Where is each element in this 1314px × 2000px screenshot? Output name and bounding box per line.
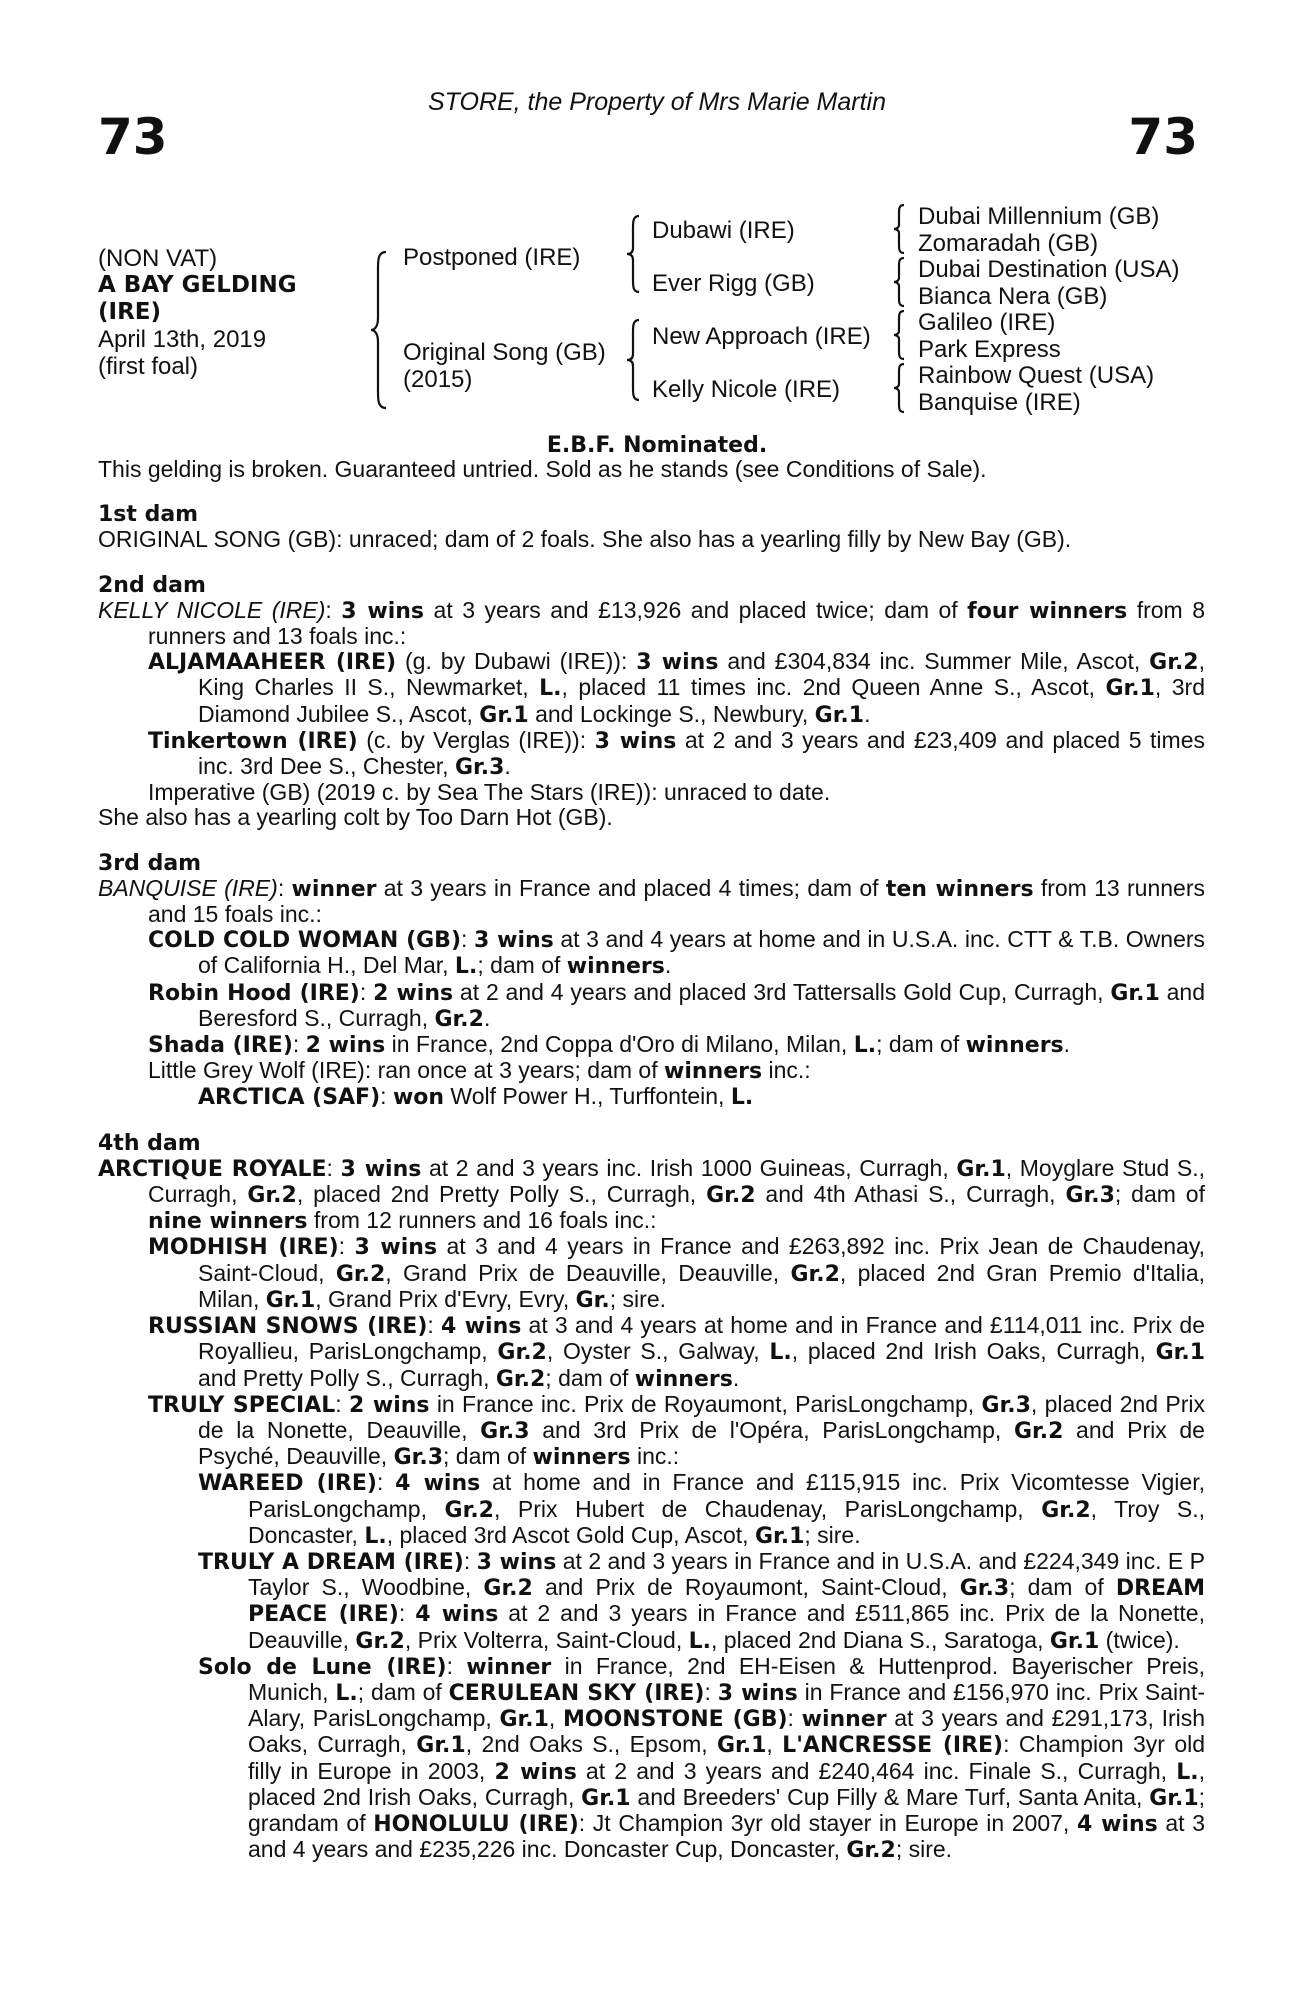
text-run: .	[664, 952, 672, 979]
ebf-nomination: E.B.F. Nominated.	[546, 433, 768, 458]
bold-run: ten winners	[885, 876, 1034, 902]
text-run: :	[359, 978, 374, 1005]
bold-run: Gr.1	[499, 1707, 549, 1733]
pedigree-great-grandparent: Rainbow Quest (USA)	[918, 362, 1155, 389]
bold-run: 4 wins	[440, 1314, 522, 1340]
text-run: ; sire.	[895, 1836, 953, 1863]
bold-run: 3 wins	[340, 1156, 422, 1182]
text-run: , Grand Prix de Deauville, Deauville,	[385, 1259, 791, 1286]
bold-run: Shada (IRE)	[148, 1033, 293, 1059]
text-run: inc.:	[630, 1443, 680, 1470]
bold-run: winners	[634, 1366, 733, 1392]
bold-run: L.	[364, 1523, 387, 1549]
pedigree-brace-sire	[626, 214, 642, 294]
bold-run: Gr.3	[1065, 1183, 1115, 1209]
bold-run: L'ANCRESSE (IRE)	[782, 1733, 1004, 1759]
text-run: and 3rd Prix de l'Opéra, ParisLongchamp,	[529, 1416, 1014, 1443]
bold-run: L.	[730, 1085, 754, 1111]
bold-run: RUSSIAN SNOWS (IRE)	[148, 1314, 428, 1340]
bold-run: ARCTIQUE ROYALE	[98, 1156, 327, 1182]
bold-run: Gr.3	[480, 1418, 530, 1444]
text-run: .	[864, 700, 871, 727]
bold-run: 3 wins	[594, 728, 677, 754]
text-run: ; dam of	[1009, 1574, 1116, 1601]
text-run: :	[335, 1390, 349, 1417]
bold-run: winner	[466, 1654, 552, 1680]
catalogue-paragraph	[98, 649, 1205, 728]
pedigree-great-grandparent: Zomaradah (GB)	[918, 230, 1099, 257]
bold-run: Gr.1	[716, 1733, 767, 1759]
bold-run: 2 wins	[349, 1392, 430, 1418]
text-run: and Prix de Psyché, Deauville,	[198, 1416, 1205, 1470]
catalogue-paragraph	[98, 927, 1205, 979]
bold-run: four winners	[967, 598, 1128, 624]
text-run: :	[446, 1652, 467, 1679]
catalogue-paragraph	[98, 527, 1205, 552]
page-title: STORE, the Property of Mrs Marie Martin	[428, 88, 886, 116]
bold-run: won	[392, 1085, 445, 1111]
bold-run: 4 wins	[395, 1471, 481, 1497]
catalogue-paragraph	[98, 1313, 1205, 1392]
text-run: , Oyster S., Galway,	[546, 1338, 770, 1365]
pedigree-great-grandparent: Galileo (IRE)	[918, 309, 1056, 336]
pedigree-dam-sire: New Approach (IRE)	[652, 323, 871, 350]
pedigree-sire-sire: Dubawi (IRE)	[652, 217, 795, 244]
bold-run: TRULY SPECIAL	[148, 1392, 336, 1418]
bold-run: DREAM PEACE (IRE)	[248, 1576, 1205, 1628]
bold-run: Gr.1	[479, 702, 529, 728]
bold-run: ARCTICA (SAF)	[198, 1085, 381, 1111]
catalogue-paragraph	[98, 1032, 1205, 1058]
catalogue-paragraph	[98, 457, 1205, 482]
bold-run: 2 wins	[305, 1033, 386, 1059]
text-run: :	[326, 1154, 341, 1181]
bold-run: 2 wins	[373, 980, 454, 1006]
text-run: :	[277, 874, 292, 901]
catalogue-paragraph	[98, 598, 1205, 649]
bold-run: Gr.2	[434, 1006, 484, 1032]
pedigree-brace-main	[370, 250, 390, 410]
catalogue-paragraph	[98, 728, 1205, 780]
text-run: 3rd dam	[98, 850, 202, 876]
catalogue-notes	[98, 457, 1205, 1863]
text-run: , placed 2nd Irish Oaks, Curragh,	[791, 1338, 1156, 1365]
text-run: : Champion 3yr old filly in Europe in 2003,	[248, 1731, 1206, 1784]
text-run: and Pretty Polly S., Curragh,	[198, 1364, 496, 1391]
bold-run: Solo de Lune (IRE)	[198, 1654, 447, 1680]
text-run: at 2 and 3 years and £23,409 and placed 5 times inc. 3rd Dee S., Chester,	[198, 726, 1205, 780]
bold-run: Gr.3	[454, 755, 505, 781]
text-run: :	[380, 1083, 393, 1110]
text-run: :	[463, 1547, 477, 1574]
bold-run: 3 wins	[341, 598, 425, 624]
text-run: ,	[548, 1705, 563, 1732]
bold-run: 3 wins	[476, 1549, 557, 1575]
bold-run: L.	[335, 1680, 358, 1706]
bold-run: Gr.1	[416, 1733, 466, 1759]
bold-run: TRULY A DREAM (IRE)	[198, 1549, 464, 1575]
bold-run: Tinkertown (IRE)	[148, 728, 358, 754]
text-run: from 12 runners and 16 foals inc.:	[307, 1207, 657, 1234]
vat-status: (NON VAT)	[98, 245, 218, 272]
bold-run: Gr.1	[1155, 1340, 1205, 1366]
text-run: ORIGINAL SONG (GB): unraced; dam of 2 foals. She also has a yearling filly by New Bay (GB).	[98, 526, 1072, 553]
text-run: and Lockinge S., Newbury,	[528, 700, 815, 727]
pedigree-brace-g2	[893, 256, 907, 308]
text-run: ; sire.	[609, 1285, 666, 1312]
bold-run: winners	[664, 1059, 763, 1085]
text-run: , placed 2nd Diana S., Saratoga,	[711, 1626, 1050, 1653]
text-run: .	[483, 1004, 491, 1031]
bold-run: L.	[1176, 1759, 1199, 1785]
text-run: in France, 2nd EH-Eisen & Huttenprod. Bayerischer Preis, Munich,	[248, 1652, 1205, 1705]
text-run: , 3rd Diamond Jubilee S., Ascot,	[198, 674, 1205, 727]
bold-run: L.	[853, 1033, 877, 1059]
bold-run: Gr.1	[814, 702, 865, 728]
text-run: at 3 and 4 years at home and in France and £114,011 inc. Prix de Royallieu, ParisLongchamp,	[198, 1312, 1205, 1365]
bold-run: Gr.1	[956, 1156, 1006, 1182]
bold-run: Gr.2	[444, 1497, 494, 1523]
text-run: (twice).	[1099, 1626, 1180, 1653]
bold-run: Gr.2	[1041, 1497, 1091, 1523]
bold-run: Gr.2	[495, 1366, 546, 1392]
bold-run: L.	[688, 1628, 712, 1654]
text-run: at 3 and 4 years and £235,226 inc. Doncaster Cup, Doncaster,	[248, 1809, 1205, 1863]
text-run: ; grandam of	[248, 1783, 1206, 1836]
pedigree-dam: Original Song (GB)	[403, 339, 606, 366]
bold-run: Gr.2	[846, 1838, 896, 1864]
bold-run: MODHISH (IRE)	[148, 1235, 339, 1261]
text-run: .	[732, 1364, 740, 1391]
catalogue-paragraph	[98, 805, 1205, 830]
text-run: , Prix Volterra, Saint-Cloud,	[404, 1626, 689, 1653]
catalogue-paragraph	[98, 780, 1205, 805]
text-run: , placed 3rd Ascot Gold Cup, Ascot,	[386, 1521, 755, 1548]
text-run: ; dam of	[357, 1678, 449, 1705]
pedigree-brace-g4	[893, 362, 907, 414]
text-run: , placed 11 times inc. 2nd Queen Anne S., Ascot,	[561, 674, 1106, 701]
text-run: , 2nd Oaks S., Epsom,	[465, 1731, 717, 1758]
pedigree-great-grandparent: Dubai Millennium (GB)	[918, 203, 1160, 230]
text-run: .	[504, 753, 511, 780]
bold-run: Gr.2	[790, 1261, 840, 1287]
text-run: in France inc. Prix de Royaumont, ParisLongchamp,	[429, 1390, 982, 1417]
catalogue-paragraph	[98, 876, 1205, 927]
bold-run: HONOLULU (IRE)	[373, 1811, 579, 1837]
pedigree-great-grandparent: Banquise (IRE)	[918, 389, 1081, 416]
text-run: , placed 2nd Prix de la Nonette, Deauville,	[198, 1390, 1206, 1443]
text-run: :	[704, 1678, 718, 1705]
text-run: , King Charles II S., Newmarket,	[198, 648, 1205, 701]
text-run: Little Grey Wolf (IRE): ran once at 3 years; dam of	[148, 1057, 664, 1084]
bold-run: 3 wins	[717, 1680, 798, 1706]
foal-note: (first foal)	[98, 353, 199, 380]
bold-run: MOONSTONE (GB)	[562, 1707, 788, 1733]
bold-run: COLD COLD WOMAN (GB)	[148, 928, 462, 954]
text-run: ,	[766, 1731, 783, 1758]
text-run: 1st dam	[98, 502, 199, 528]
text-run: ; dam of	[443, 1443, 533, 1470]
text-run: from 13 runners and 15 foals inc.:	[148, 874, 1205, 928]
bold-run: 3 wins	[354, 1235, 438, 1261]
bold-run: Gr.3	[393, 1445, 444, 1471]
bold-run: Gr.2	[483, 1576, 533, 1602]
lot-number-right: 73	[1128, 108, 1198, 166]
pedigree-dam-dam: Kelly Nicole (IRE)	[652, 376, 841, 403]
bold-run: Gr.2	[497, 1340, 547, 1366]
text-run: , Troy S., Doncaster,	[248, 1495, 1205, 1548]
catalogue-paragraph	[98, 1549, 1205, 1654]
text-run: :	[787, 1705, 802, 1732]
foaling-date: April 13th, 2019	[98, 326, 267, 353]
italic-run: BANQUISE (IRE)	[98, 874, 278, 901]
bold-run: ALJAMAAHEER (IRE)	[148, 650, 397, 676]
bold-run: 3 wins	[473, 928, 554, 954]
horse-name: A BAY GELDING	[98, 272, 297, 298]
text-run: at 3 years and £291,173, Irish Oaks, Curragh,	[248, 1705, 1206, 1758]
bold-run: winners	[566, 954, 665, 980]
bold-run: 4 wins	[1076, 1811, 1158, 1837]
bold-run: L.	[539, 676, 562, 702]
catalogue-paragraph	[98, 1654, 1205, 1864]
text-run: , Moyglare Stud S., Curragh,	[148, 1154, 1205, 1208]
catalogue-paragraph	[98, 1234, 1205, 1313]
bold-run: winners	[965, 1033, 1064, 1059]
text-run: ; dam of	[1114, 1181, 1205, 1208]
text-run: and 4th Athasi S., Curragh,	[755, 1181, 1066, 1208]
dam-section-heading	[98, 1131, 1205, 1156]
bold-run: WAREED (IRE)	[198, 1471, 377, 1497]
bold-run: 3 wins	[636, 650, 719, 676]
text-run: ; sire.	[804, 1521, 861, 1548]
bold-run: L.	[769, 1340, 792, 1366]
bold-run: winner	[801, 1707, 887, 1733]
text-run: 4th dam	[98, 1130, 201, 1156]
text-run: :	[398, 1600, 416, 1627]
dam-section-heading	[98, 502, 1205, 527]
pedigree-great-grandparent: Dubai Destination (USA)	[918, 256, 1180, 283]
text-run: ; dam of	[876, 1031, 966, 1058]
bold-run: Robin Hood (IRE)	[148, 980, 360, 1006]
text-run: This gelding is broken. Guaranteed untried. Sold as he stands (see Conditions of Sale).	[98, 456, 987, 482]
text-run: (c. by Verglas (IRE)):	[357, 726, 595, 753]
bold-run: winners	[532, 1445, 631, 1471]
text-run: Imperative (GB) (2019 c. by Sea The Stars (IRE)): unraced to date.	[148, 779, 831, 806]
pedigree-brace-g3	[893, 309, 907, 361]
text-run: and Prix de Royaumont, Saint-Cloud,	[532, 1574, 960, 1601]
bold-run: Gr.1	[1105, 676, 1155, 702]
bold-run: Gr.2	[355, 1628, 405, 1654]
text-run: ; dam of	[477, 952, 567, 979]
pedigree-great-grandparent: Bianca Nera (GB)	[918, 283, 1108, 310]
pedigree-brace-dam	[626, 318, 642, 402]
bold-run: Gr.2	[1149, 650, 1199, 676]
pedigree-brace-g1	[893, 203, 907, 255]
bold-run: Gr.2	[706, 1183, 756, 1209]
bold-run: Gr.1	[581, 1785, 631, 1811]
text-run: :	[461, 926, 474, 953]
bold-run: Gr.1	[265, 1287, 316, 1313]
catalogue-paragraph	[98, 980, 1205, 1032]
bold-run: winner	[291, 876, 377, 902]
text-run: :	[292, 1031, 306, 1058]
text-run: and Beresford S., Curragh,	[198, 978, 1206, 1031]
text-run: 2nd dam	[98, 572, 206, 598]
text-run: (g. by Dubawi (IRE)):	[396, 648, 637, 675]
text-run: :	[427, 1312, 441, 1339]
text-run: , placed 2nd Gran Premio d'Italia, Milan,	[198, 1259, 1205, 1312]
text-run: in France and £156,970 inc. Prix Saint-Alary, ParisLongchamp,	[248, 1678, 1206, 1732]
text-run: :	[376, 1469, 396, 1496]
bold-run: Gr.	[575, 1287, 610, 1313]
text-run: at 2 and 3 years in France and £511,865 inc. Prix de la Nonette, Deauville,	[248, 1600, 1205, 1653]
text-run: and Breeders' Cup Filly & Mare Turf, Santa Anita,	[630, 1783, 1150, 1810]
bold-run: Gr.2	[335, 1261, 386, 1287]
catalogue-paragraph	[98, 1084, 1205, 1110]
dam-section-heading	[98, 573, 1205, 598]
text-run: inc.:	[762, 1057, 811, 1084]
bold-run: Gr.1	[1049, 1628, 1100, 1654]
lot-number-left: 73	[98, 108, 168, 166]
catalogue-paragraph	[98, 1156, 1205, 1235]
dam-section-heading	[98, 851, 1205, 876]
text-run: at 2 and 3 years inc. Irish 1000 Guineas, Curragh,	[421, 1154, 957, 1181]
horse-country: (IRE)	[98, 299, 162, 325]
text-run: , placed 2nd Pretty Polly S., Curragh,	[296, 1181, 707, 1208]
text-run: in France, 2nd Coppa d'Oro di Milano, Milan,	[385, 1031, 854, 1058]
bold-run: Gr.3	[959, 1576, 1010, 1602]
text-run: ; dam of	[545, 1364, 635, 1391]
text-run: at home and in France and £115,915 inc. Prix Vicomtesse Vigier, ParisLongchamp,	[248, 1469, 1205, 1522]
text-run: :	[325, 596, 342, 623]
bold-run: nine winners	[148, 1209, 308, 1235]
catalogue-paragraph	[98, 1058, 1205, 1084]
text-run: , placed 2nd Irish Oaks, Curragh,	[248, 1757, 1205, 1810]
bold-run: Gr.1	[1149, 1785, 1199, 1811]
text-run: at 3 years in France and placed 4 times; dam of	[376, 874, 886, 901]
text-run: at 3 and 4 years at home and in U.S.A. inc. CTT & T.B. Owners of California H., Del Mar,	[198, 926, 1206, 979]
text-run: : Jt Champion 3yr old stayer in Europe in 2007,	[578, 1809, 1077, 1836]
text-run: , Grand Prix d'Evry, Evry,	[315, 1285, 576, 1312]
text-run: Wolf Power H., Turffontein,	[444, 1083, 731, 1110]
catalogue-paragraph	[98, 1470, 1205, 1549]
bold-run: Gr.2	[1013, 1418, 1064, 1444]
text-run: at 2 and 3 years and £240,464 inc. Finale S., Curragh,	[576, 1757, 1177, 1784]
bold-run: Gr.3	[981, 1392, 1031, 1418]
text-run: at 3 years and £13,926 and placed twice; dam of	[424, 596, 968, 623]
text-run: :	[338, 1233, 355, 1260]
bold-run: Gr.2	[247, 1183, 297, 1209]
text-run: and £304,834 inc. Summer Mile, Ascot,	[718, 648, 1150, 675]
bold-run: Gr.1	[1110, 980, 1160, 1006]
bold-run: 2 wins	[494, 1759, 577, 1785]
bold-run: 4 wins	[415, 1602, 499, 1628]
text-run: at 2 and 3 years in France and in U.S.A. and £224,349 inc. E P Taylor S., Woodbine,	[248, 1547, 1205, 1601]
pedigree-sire: Postponed (IRE)	[403, 244, 581, 271]
bold-run: CERULEAN SKY (IRE)	[448, 1680, 705, 1706]
text-run: at 2 and 4 years and placed 3rd Tattersalls Gold Cup, Curragh,	[453, 978, 1111, 1005]
pedigree-dam-year: (2015)	[403, 366, 473, 393]
text-run: from 8 runners and 13 foals inc.:	[148, 596, 1206, 650]
text-run: at 3 and 4 years in France and £263,892 inc. Prix Jean de Chaudenay, Saint-Cloud,	[198, 1233, 1206, 1286]
text-run: .	[1063, 1031, 1071, 1058]
bold-run: Gr.1	[754, 1523, 805, 1549]
text-run: She also has a yearling colt by Too Darn Hot (GB).	[98, 804, 613, 831]
pedigree-sire-dam: Ever Rigg (GB)	[652, 270, 815, 297]
pedigree-great-grandparent: Park Express	[918, 336, 1061, 363]
italic-run: KELLY NICOLE (IRE)	[98, 596, 326, 623]
bold-run: L.	[454, 954, 478, 980]
catalogue-paragraph	[98, 1392, 1205, 1471]
text-run: , Prix Hubert de Chaudenay, ParisLongchamp,	[493, 1495, 1042, 1522]
